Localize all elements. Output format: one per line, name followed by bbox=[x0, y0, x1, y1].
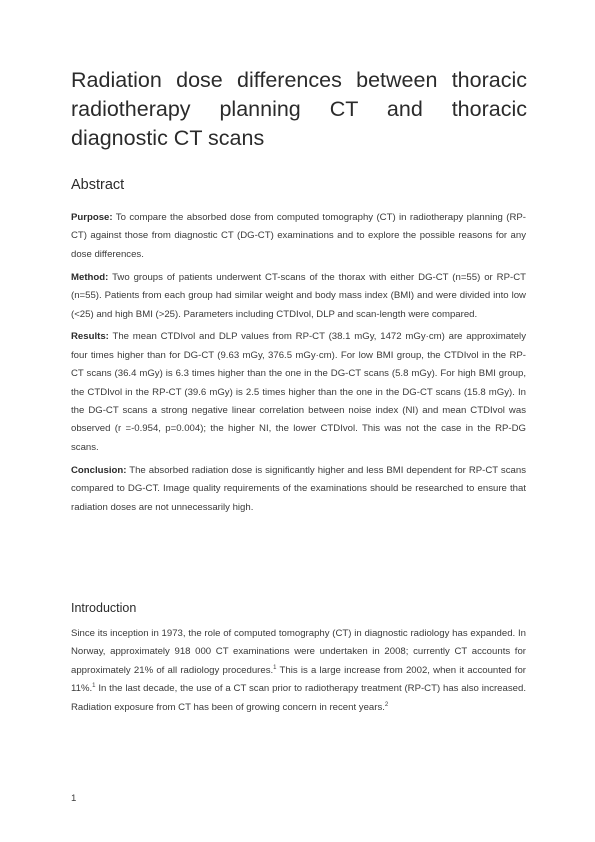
results-text: The mean CTDIvol and DLP values from RP-CT (38.1 mGy, 1472 mGy·cm) are approximately four times higher than for DG-CT (9.63 mGy, 376.5 mGy·cm). For low BMI group, the CTDIvol in the RP-CT scans (36.4 mGy) is 6.3 times higher than the one in the DG-CT scans (5.8 mGy). For high BMI group, the CTDIvol in the RP-CT (39.6 mGy) is 2.5 times higher than the one in the DG-CT scans (15.8 mGy). In the DG-CT scans a strong negative linear correlation between noise index (NI) and mean CTDIvol was observed (r =-0.954, p=0.004); the higher NI, the lower CTDIvol. This was not the case in the RP-DG scans. bbox=[71, 331, 526, 453]
citation-ref: 1 bbox=[92, 683, 96, 690]
introduction-body bbox=[71, 625, 526, 717]
abstract-results bbox=[71, 328, 526, 457]
abstract-conclusion bbox=[71, 462, 526, 517]
conclusion-text: The absorbed radiation dose is significantly higher and less BMI dependent for RP-CT scans compared to DG-CT. Image quality requirements of the examinations should be researched to ensure that radiation doses are not unnecessarily high. bbox=[71, 464, 526, 513]
introduction-heading: Introduction bbox=[71, 601, 137, 615]
intro-text-2: This is a large increase from 2002, when it accounted for 11%. bbox=[71, 664, 526, 695]
abstract-heading: Abstract bbox=[71, 177, 125, 193]
purpose-label: Purpose: bbox=[71, 212, 113, 223]
paper-title: Radiation dose differences between thoracic radiotherapy planning CT and thoracic diagnostic CT scans bbox=[71, 68, 527, 150]
introduction-paragraph bbox=[71, 625, 526, 717]
purpose-text: To compare the absorbed dose from computed tomography (CT) in radiotherapy planning (RP-CT) against those from diagnostic CT (DG-CT) examinations and to explore the possible reasons for any dose differences. bbox=[71, 212, 526, 260]
page-number: 1 bbox=[71, 793, 77, 804]
method-text: Two groups of patients underwent CT-scans of the thorax with either DG-CT (n=55) or RP-CT (n=55). Patients from each group had similar weight and body mass index (BMI) and were divided into low (<25) and high BMI (>25). Parameters including CTDIvol, DLP and scan-length were compared. bbox=[71, 271, 526, 320]
conclusion-label: Conclusion: bbox=[71, 464, 127, 476]
intro-text-3: In the last decade, the use of a CT scan prior to radiotherapy treatment (RP-CT) has also increased. Radiation exposure from CT has been of growing concern in recent years. bbox=[71, 683, 526, 713]
abstract-body bbox=[71, 209, 526, 522]
method-label: Method: bbox=[71, 271, 109, 283]
abstract-purpose bbox=[71, 209, 526, 264]
intro-text-1: Since its inception in 1973, the role of computed tomography (CT) in diagnostic radiology has expanded. In Norway, approximately 918 000 CT examinations were undertaken in 2008; currently CT accounts for approximately 21% of all radiology procedures. bbox=[71, 628, 526, 676]
citation-ref: 1 bbox=[273, 664, 277, 671]
abstract-method bbox=[71, 269, 526, 324]
results-label: Results: bbox=[71, 331, 109, 343]
citation-ref: 2 bbox=[384, 701, 389, 708]
